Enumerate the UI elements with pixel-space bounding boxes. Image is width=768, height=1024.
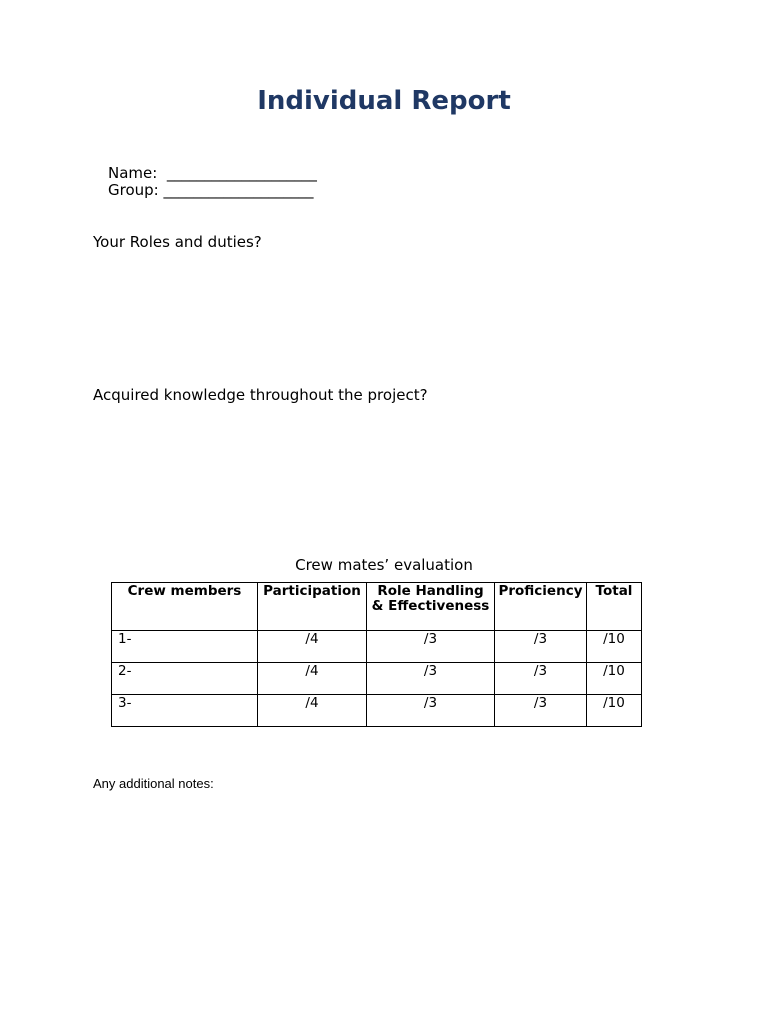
proficiency-cell[interactable]: /3 bbox=[495, 631, 587, 663]
name-blank-line[interactable]: ____________________ bbox=[166, 164, 317, 182]
additional-notes-label: Any additional notes: bbox=[93, 776, 214, 791]
proficiency-cell[interactable]: /3 bbox=[495, 695, 587, 727]
name-field bbox=[108, 165, 317, 182]
member-cell[interactable]: 1- bbox=[112, 631, 258, 663]
member-cell[interactable]: 2- bbox=[112, 663, 258, 695]
header-crew-members: Crew members bbox=[112, 583, 258, 631]
evaluation-table bbox=[111, 582, 642, 727]
table-row bbox=[112, 631, 642, 663]
member-cell[interactable]: 3- bbox=[112, 695, 258, 727]
group-field bbox=[108, 182, 314, 199]
participation-cell[interactable]: /4 bbox=[258, 631, 367, 663]
name-label: Name: bbox=[108, 164, 158, 182]
total-cell[interactable]: /10 bbox=[587, 663, 642, 695]
page-title: Individual Report bbox=[257, 86, 511, 116]
header-proficiency: Proficiency bbox=[495, 583, 587, 631]
evaluation-caption: Crew mates’ evaluation bbox=[295, 556, 473, 574]
group-label: Group: bbox=[108, 181, 159, 199]
role-handling-cell[interactable]: /3 bbox=[367, 695, 495, 727]
group-blank-line[interactable]: ____________________ bbox=[163, 181, 314, 199]
role-handling-cell[interactable]: /3 bbox=[367, 631, 495, 663]
total-cell[interactable]: /10 bbox=[587, 631, 642, 663]
participation-cell[interactable]: /4 bbox=[258, 663, 367, 695]
table-header-row bbox=[112, 583, 642, 631]
participation-cell[interactable]: /4 bbox=[258, 695, 367, 727]
roles-question: Your Roles and duties? bbox=[93, 233, 262, 251]
role-handling-cell[interactable]: /3 bbox=[367, 663, 495, 695]
table-row bbox=[112, 695, 642, 727]
knowledge-question: Acquired knowledge throughout the project? bbox=[93, 386, 428, 404]
header-participation: Participation bbox=[258, 583, 367, 631]
header-total: Total bbox=[587, 583, 642, 631]
total-cell[interactable]: /10 bbox=[587, 695, 642, 727]
table-row bbox=[112, 663, 642, 695]
proficiency-cell[interactable]: /3 bbox=[495, 663, 587, 695]
header-role-handling: Role Handling & Effectiveness bbox=[367, 583, 495, 631]
